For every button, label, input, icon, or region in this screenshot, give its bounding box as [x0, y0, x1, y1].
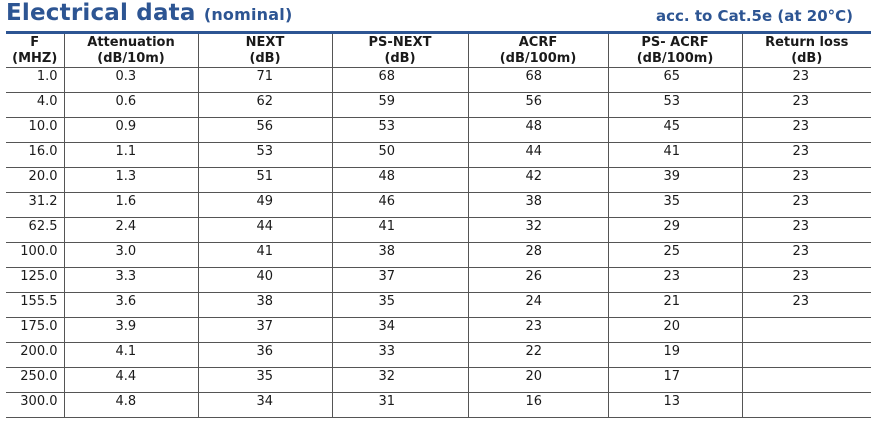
column-name: NEXT	[245, 34, 285, 50]
value-cell: 0.9	[64, 118, 198, 143]
value-cell: 3.0	[64, 243, 198, 268]
value-cell: 23	[742, 68, 871, 93]
value-cell: 28	[468, 243, 608, 268]
value-cell	[742, 343, 871, 368]
value-cell: 53	[198, 143, 332, 168]
value-cell: 35	[332, 293, 468, 318]
value-cell: 62	[198, 93, 332, 118]
value-cell: 23	[608, 268, 742, 293]
value-cell: 56	[468, 93, 608, 118]
electrical-data-table	[6, 34, 871, 418]
table-row	[6, 293, 871, 318]
value-cell: 4.8	[64, 393, 198, 418]
frequency-cell: 175.0	[6, 318, 64, 343]
value-cell: 35	[608, 193, 742, 218]
table-row	[6, 268, 871, 293]
value-cell: 23	[742, 118, 871, 143]
page-title	[6, 0, 292, 26]
header-row	[6, 34, 871, 68]
value-cell	[742, 318, 871, 343]
value-cell: 53	[608, 93, 742, 118]
value-cell	[742, 393, 871, 418]
value-cell: 23	[742, 168, 871, 193]
value-cell	[742, 368, 871, 393]
value-cell: 48	[468, 118, 608, 143]
table-row	[6, 243, 871, 268]
value-cell: 23	[468, 318, 608, 343]
value-cell: 42	[468, 168, 608, 193]
value-cell: 3.9	[64, 318, 198, 343]
column-unit: (dB/100m)	[636, 50, 714, 66]
column-name: Attenuation	[87, 34, 175, 50]
value-cell: 13	[608, 393, 742, 418]
value-cell: 71	[198, 68, 332, 93]
value-cell: 56	[198, 118, 332, 143]
value-cell: 4.1	[64, 343, 198, 368]
column-header	[64, 34, 198, 68]
column-header	[6, 34, 64, 68]
frequency-cell: 200.0	[6, 343, 64, 368]
table-row	[6, 343, 871, 368]
column-name: F	[30, 34, 40, 50]
value-cell: 41	[198, 243, 332, 268]
value-cell: 36	[198, 343, 332, 368]
frequency-cell: 155.5	[6, 293, 64, 318]
header	[6, 0, 877, 31]
table-row	[6, 368, 871, 393]
value-cell: 44	[198, 218, 332, 243]
value-cell: 39	[608, 168, 742, 193]
column-unit: (dB/100m)	[499, 50, 577, 66]
value-cell: 23	[742, 293, 871, 318]
value-cell: 25	[608, 243, 742, 268]
column-unit: (dB)	[249, 50, 281, 66]
value-cell: 4.4	[64, 368, 198, 393]
column-header	[332, 34, 468, 68]
value-cell: 45	[608, 118, 742, 143]
frequency-cell: 125.0	[6, 268, 64, 293]
value-cell: 32	[332, 368, 468, 393]
value-cell: 23	[742, 218, 871, 243]
value-cell: 35	[198, 368, 332, 393]
column-name: PS- ACRF	[641, 34, 709, 50]
value-cell: 38	[332, 243, 468, 268]
frequency-cell: 1.0	[6, 68, 64, 93]
value-cell: 38	[198, 293, 332, 318]
value-cell: 3.3	[64, 268, 198, 293]
table-row	[6, 143, 871, 168]
value-cell: 34	[332, 318, 468, 343]
value-cell: 41	[608, 143, 742, 168]
condition-note: acc. to Cat.5e (at 20°C)	[656, 7, 853, 25]
title-sub: (nominal)	[203, 5, 293, 24]
table-row	[6, 318, 871, 343]
value-cell: 46	[332, 193, 468, 218]
value-cell: 29	[608, 218, 742, 243]
value-cell: 23	[742, 243, 871, 268]
value-cell: 33	[332, 343, 468, 368]
table-row	[6, 93, 871, 118]
frequency-cell: 10.0	[6, 118, 64, 143]
table-row	[6, 193, 871, 218]
value-cell: 19	[608, 343, 742, 368]
value-cell: 24	[468, 293, 608, 318]
value-cell: 53	[332, 118, 468, 143]
value-cell: 23	[742, 193, 871, 218]
value-cell: 16	[468, 393, 608, 418]
table-row	[6, 393, 871, 418]
column-unit: (dB/10m)	[97, 50, 165, 66]
table-row	[6, 118, 871, 143]
column-header	[608, 34, 742, 68]
value-cell: 38	[468, 193, 608, 218]
title-main: Electrical data	[6, 0, 196, 26]
table-row	[6, 168, 871, 193]
column-name: Return loss	[765, 34, 849, 50]
value-cell: 22	[468, 343, 608, 368]
value-cell: 40	[198, 268, 332, 293]
value-cell: 68	[468, 68, 608, 93]
frequency-cell: 62.5	[6, 218, 64, 243]
value-cell: 17	[608, 368, 742, 393]
value-cell: 21	[608, 293, 742, 318]
value-cell: 51	[198, 168, 332, 193]
frequency-cell: 300.0	[6, 393, 64, 418]
frequency-cell: 250.0	[6, 368, 64, 393]
value-cell: 37	[198, 318, 332, 343]
value-cell: 50	[332, 143, 468, 168]
frequency-cell: 20.0	[6, 168, 64, 193]
column-header	[198, 34, 332, 68]
value-cell: 68	[332, 68, 468, 93]
table-body	[6, 68, 871, 418]
frequency-cell: 4.0	[6, 93, 64, 118]
column-unit: (dB)	[384, 50, 416, 66]
value-cell: 1.6	[64, 193, 198, 218]
value-cell: 41	[332, 218, 468, 243]
value-cell: 31	[332, 393, 468, 418]
value-cell: 2.4	[64, 218, 198, 243]
value-cell: 0.6	[64, 93, 198, 118]
frequency-cell: 100.0	[6, 243, 64, 268]
column-name: ACRF	[518, 34, 558, 50]
value-cell: 23	[742, 93, 871, 118]
value-cell: 3.6	[64, 293, 198, 318]
frequency-cell: 16.0	[6, 143, 64, 168]
value-cell: 1.3	[64, 168, 198, 193]
table-row	[6, 68, 871, 93]
value-cell: 26	[468, 268, 608, 293]
column-unit: (MHZ)	[12, 50, 58, 66]
value-cell: 20	[608, 318, 742, 343]
value-cell: 49	[198, 193, 332, 218]
value-cell: 23	[742, 268, 871, 293]
value-cell: 59	[332, 93, 468, 118]
value-cell: 65	[608, 68, 742, 93]
value-cell: 20	[468, 368, 608, 393]
column-name: PS-NEXT	[368, 34, 432, 50]
column-unit: (dB)	[791, 50, 823, 66]
value-cell: 1.1	[64, 143, 198, 168]
value-cell: 0.3	[64, 68, 198, 93]
value-cell: 23	[742, 143, 871, 168]
column-header	[742, 34, 871, 68]
frequency-cell: 31.2	[6, 193, 64, 218]
value-cell: 48	[332, 168, 468, 193]
value-cell: 34	[198, 393, 332, 418]
value-cell: 32	[468, 218, 608, 243]
value-cell: 37	[332, 268, 468, 293]
column-header	[468, 34, 608, 68]
table-row	[6, 218, 871, 243]
value-cell: 44	[468, 143, 608, 168]
